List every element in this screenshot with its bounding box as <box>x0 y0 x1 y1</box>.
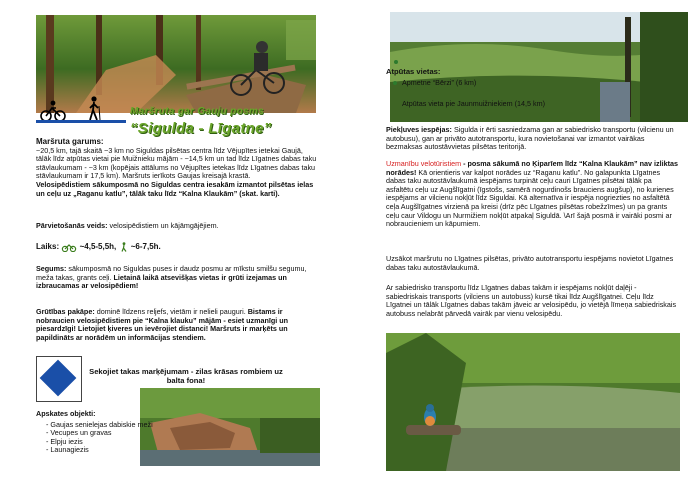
rest-place-item: Atpūtas vieta pie Jaunmuižniekiem (14,5 km) <box>402 99 546 108</box>
travel-mode <box>36 222 320 231</box>
route-length-text: ~20,5 km, tajā skaitā ~3 km no Siguldas pilsētas centra līdz Vējupītes ietekai Gaujā, tālāk līdz atpūtas vietai pie Muižnieku mājām - ~14,5 km un tad līdz Līgatnes dabas taku stāvlaukumam - ~3 km (kopējais attālums no Vējupītes ietekas līdz Līgatnes dabas taku stāvlaukumam ir 17,5 km). Maršruts ierīkots Gaujas kreisajā krastā. <box>36 145 317 181</box>
route-length-advice: Velosipēdistiem sākumposmā no Siguldas centra iesakām izmantot pilsētas ielas un ceļu uz „Raganu katlu”, tālāk taku līdz “Kalna Klaukām” (skat. karti). <box>36 179 314 198</box>
cyclist-warning-section <box>386 160 678 229</box>
time-walk-icon <box>119 242 129 252</box>
surface-section <box>36 265 320 291</box>
travel-mode-label: Pārvietošanās veids: <box>36 221 108 230</box>
sights-item: - Vecupes un gravas <box>46 429 166 438</box>
sights-label: Apskates objekti: <box>36 409 96 418</box>
time-walk-value: ~6-7,5h. <box>130 242 161 252</box>
parking-paragraph: Uzsākot maršrutu no Līgatnes pilsētas, privāto autotransportu iespējams novietot Līgatnes dabas taku autostāvlaukumā. <box>386 254 674 272</box>
difficulty-section <box>36 308 320 342</box>
time-bike-value: ~4,5-5,5h, <box>79 242 117 252</box>
marking-instruction: Sekojiet takas marķējumam - zilas krāsas rombiem uz balta fona! <box>89 367 283 385</box>
sights-section <box>36 410 166 455</box>
surface-warning: Lietainā laikā atsevišķas vietas ir grūti izejamas un izbraucamas ar velosipēdiem! <box>36 272 287 291</box>
difficulty-warning: Bistams ir nobraucien velosipēdistiem pie “Kalna klauku” mājām - esiet uzmanīgi un piesardzīgi! Lietojiet ķiveres un ievērojiet distanci! Maršruts ir marķēts un papildināts ar norādēm un informācijas stendiem. <box>36 307 289 342</box>
rest-place-item: Apmetne “Bērzi” (6 km) <box>402 78 477 87</box>
bullet-dot <box>393 81 397 85</box>
sights-item: - Gaujas senielejas dabiskie meži <box>46 421 166 430</box>
route-length-label: Maršruta garums: <box>36 137 104 146</box>
route-length-section <box>36 138 320 198</box>
difficulty-label: Grūtības pakāpe: <box>36 307 95 316</box>
sights-item: - Elpju iezis <box>46 438 166 447</box>
access-text: Sigulda ir ērti sasniedzama gan ar sabiedrisko transportu (vilcienu un autobusu), gan ar privāto autotransportu, kura novietošanai var izmantot vairākas bezmaksas autostāvvietas pilsētas teritorijā. <box>386 125 674 152</box>
cyclist-warning-bold: - posma sākumā no Ķiparīem līdz “Kalna Klaukām” nav izliktas norādes! <box>386 159 679 177</box>
right-page <box>350 0 700 494</box>
cyclist-forest-photo <box>36 15 316 113</box>
title-underline <box>36 120 126 123</box>
sights-item: - Launagiezis <box>46 446 166 455</box>
route-title-line1: Maršruta gar Gauju posms <box>130 106 264 117</box>
sandstone-cliff-photo <box>140 388 320 466</box>
rest-places-label: Atpūtas vietas: <box>386 67 441 76</box>
travel-mode-value: velosipēdistiem un kājāmgājējiem. <box>109 221 219 230</box>
cyclist-icon <box>40 100 66 122</box>
time-bike-icon <box>61 242 77 252</box>
difficulty-text: dominē līdzens reljefs, vietām ir nelieli pauguri. <box>96 307 246 316</box>
time-label: Laiks: <box>36 242 60 252</box>
bullet-dot <box>394 60 398 64</box>
access-label: Piekļuves iespējas: <box>386 125 452 134</box>
time-row <box>36 242 320 252</box>
trail-marker-sign <box>36 356 82 402</box>
surface-text: sākumposmā no Siguldas puses ir daudz posmu ar mīkstu smilšu segumu, meža takas, grants ceļi. <box>36 264 307 282</box>
kingfisher-river-photo <box>386 333 680 471</box>
access-section <box>386 126 678 152</box>
blue-diamond-icon <box>40 360 77 397</box>
sights-list <box>36 421 166 455</box>
cyclist-warning-heading: Uzmanību velotūristiem <box>386 159 462 168</box>
hiker-icon <box>86 96 102 122</box>
public-transport-paragraph: Ar sabiedrisko transportu līdz Līgatnes dabas takām ir iespējams nokļūt daļēji - sabiedriskais transports (vilciens un autobuss) kursē tikai līdz Augšlīgatnei. Ceļu līdz Līgatnei un tālāk Līgatnes dabas takām jāveic ar velosipēdu, jo vietējā līmeņa sabiedriskais autobuss nelabrāt pārvedā vairāk par vienu velosipēdu. <box>386 283 677 318</box>
cyclist-warning-text: Kā orientieris var kalpot norādes uz “Raganu katlu”. No galapunkta Līgatnes dabas taku autostāvlaukumā iespējams turpināt ceļu cauri Līgatnes pilsētai tālāk pa asfaltētu ceļu uz Augšlīgatni (īgstošs, samērā nogurdinošs brauciens augšup), no kurienes iespējams ar vilcienu nokļūt līdz Siguldai. Kā alternatīva ir iespēja nogriezties no asfaltētā ceļa Augšlīgatnes virzienā pa kreisi (drīz pēc Līgatnes pilsētas robežzīmes) un pa grants ceļu caur Vildogu un Nurmižiem nokļūt atpakaļ Siguldā. \Arī šajā posmā ir vairāki posmi ar nobraucieniem un kāpumiem. <box>386 167 674 229</box>
surface-label: Segums: <box>36 264 67 273</box>
route-title-line2: “Sigulda - Līgatne” <box>130 120 272 137</box>
